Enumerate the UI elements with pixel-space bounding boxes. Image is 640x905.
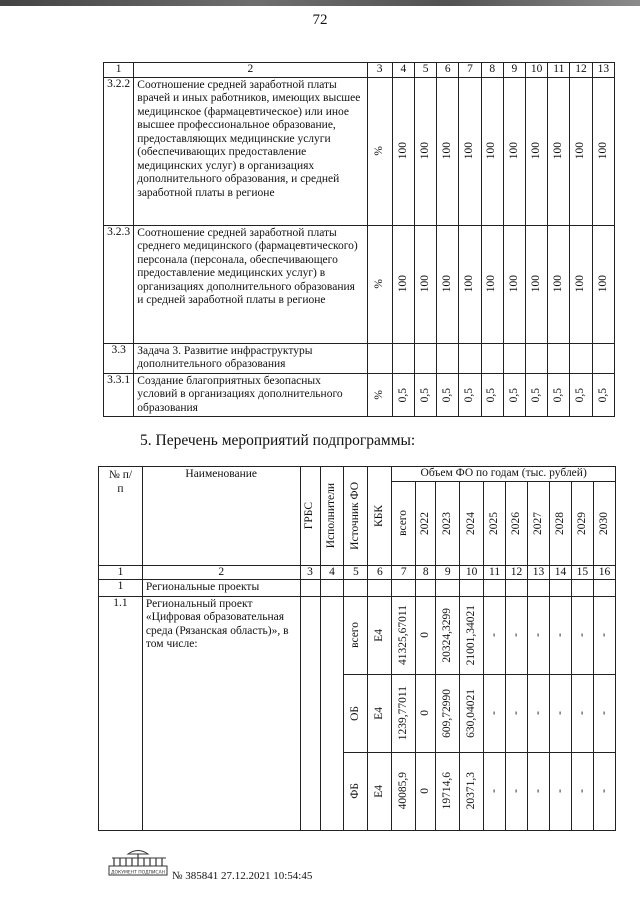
unit-cell: % <box>367 225 392 343</box>
row-text: Региональный проект «Цифровая образовательная среда (Рязанская область)», в том числе: <box>142 596 300 830</box>
value-cell <box>481 343 503 373</box>
header-grbs: ГРБС <box>300 467 320 566</box>
header-cell: 11 <box>548 63 570 78</box>
value-cell: 41325,67011 <box>392 596 416 674</box>
value-cell: - <box>549 596 571 674</box>
column-number: 13 <box>528 565 550 580</box>
row-num: 1 <box>99 580 143 597</box>
value-cell: - <box>549 674 571 752</box>
value-cell: 0,5 <box>392 373 414 417</box>
header-cell: 3 <box>367 63 392 78</box>
row-text: Создание благоприятных безопасных условий в организациях дополнительного образования <box>134 373 367 417</box>
value-cell: 0 <box>416 596 436 674</box>
value-cell: - <box>593 596 615 674</box>
value-cell: 100 <box>459 225 481 343</box>
column-number: 14 <box>549 565 571 580</box>
value-cell: - <box>528 596 550 674</box>
column-number: 8 <box>416 565 436 580</box>
header-cell: 10 <box>526 63 548 78</box>
executors-cell <box>320 596 344 830</box>
signature-stamp-icon <box>108 848 170 876</box>
source-cell: ОБ <box>344 674 368 752</box>
year-header: 2029 <box>571 481 593 565</box>
value-cell: - <box>506 596 528 674</box>
value-cell: 0,5 <box>437 373 459 417</box>
year-header: 2028 <box>549 481 571 565</box>
value-cell: 630,04021 <box>460 674 484 752</box>
page-number: 72 <box>312 12 328 28</box>
value-cell: - <box>484 596 506 674</box>
value-cell: 21001,34021 <box>460 596 484 674</box>
value-cell: 100 <box>503 225 525 343</box>
indicators-table <box>103 62 615 417</box>
value-cell: 100 <box>459 77 481 225</box>
value-cell: 100 <box>526 225 548 343</box>
column-number: 1 <box>99 565 143 580</box>
year-header: 2025 <box>484 481 506 565</box>
header-cell: 6 <box>437 63 459 78</box>
header-cell: 4 <box>392 63 414 78</box>
header-kbk: КБК <box>368 467 392 566</box>
value-cell: - <box>549 752 571 830</box>
value-cell: 100 <box>415 77 437 225</box>
column-number: 3 <box>300 565 320 580</box>
value-cell <box>526 343 548 373</box>
year-header: 2027 <box>528 481 550 565</box>
value-cell <box>415 343 437 373</box>
value-cell: - <box>506 674 528 752</box>
header-executors: Исполнители <box>320 467 344 566</box>
header-cell: 5 <box>415 63 437 78</box>
value-cell: - <box>484 674 506 752</box>
value-cell: - <box>571 596 593 674</box>
value-cell <box>437 343 459 373</box>
value-cell: 100 <box>503 77 525 225</box>
header-cell: 7 <box>459 63 481 78</box>
row-text: Соотношение средней заработной платы среднего медицинского (фармацевтического) персонала (персонала, обеспечивающего предоставление медицинских услуг) в организациях дополнительного образования и средней заработной платы в регионе <box>134 225 367 343</box>
value-cell: - <box>593 752 615 830</box>
row-num: 3.2.2 <box>104 77 134 225</box>
value-cell: 20324,3299 <box>436 596 460 674</box>
value-cell: 100 <box>570 77 592 225</box>
table-row <box>99 580 616 597</box>
value-cell: 0,5 <box>481 373 503 417</box>
table-row <box>104 225 615 343</box>
value-cell: - <box>506 752 528 830</box>
value-cell: 0,5 <box>592 373 614 417</box>
header-source: Источник ФО <box>344 467 368 566</box>
kbk-cell: Е4 <box>368 596 392 674</box>
table-row <box>104 77 615 225</box>
unit-cell <box>367 343 392 373</box>
row-num: 3.2.3 <box>104 225 134 343</box>
value-cell: 100 <box>392 225 414 343</box>
header-cell: 13 <box>592 63 614 78</box>
footer <box>108 848 348 888</box>
section-title: 5. Перечень мероприятий подпрограммы: <box>140 432 416 449</box>
value-cell: 0,5 <box>415 373 437 417</box>
value-cell: 100 <box>437 77 459 225</box>
header-num: № п/п <box>99 467 143 566</box>
year-header: 2022 <box>416 481 436 565</box>
year-header: 2030 <box>593 481 615 565</box>
unit-cell: % <box>367 373 392 417</box>
value-cell: 100 <box>526 77 548 225</box>
value-cell: 100 <box>592 225 614 343</box>
year-header: 2026 <box>506 481 528 565</box>
kbk-cell: Е4 <box>368 752 392 830</box>
value-cell: 0 <box>416 674 436 752</box>
column-number: 9 <box>436 565 460 580</box>
value-cell <box>459 343 481 373</box>
grbs-cell <box>300 596 320 830</box>
value-cell <box>548 343 570 373</box>
value-cell <box>592 343 614 373</box>
value-cell: 100 <box>392 77 414 225</box>
value-cell: 0 <box>416 752 436 830</box>
value-cell: 100 <box>592 77 614 225</box>
column-number: 6 <box>368 565 392 580</box>
kbk-cell: Е4 <box>368 674 392 752</box>
value-cell: 20371,3 <box>460 752 484 830</box>
value-cell <box>503 343 525 373</box>
scan-edge <box>0 0 640 6</box>
row-text: Соотношение средней заработной платы врачей и иных работников, имеющих высшее медицинское (фармацевтическое) или иное высшее профессиональное образование, предоставляющих медицинские услуги (обеспечивающих предоставление медицинских услуг) в организациях дополнительного образования, и средней заработной платы в регионе <box>134 77 367 225</box>
value-cell: 0,5 <box>526 373 548 417</box>
value-cell: - <box>571 752 593 830</box>
header-cell: 1 <box>104 63 134 78</box>
row-text: Задача 3. Развитие инфраструктуры дополнительного образования <box>134 343 367 373</box>
header-cell: 9 <box>503 63 525 78</box>
value-cell: 100 <box>481 225 503 343</box>
value-cell <box>392 343 414 373</box>
column-number-row <box>99 565 616 580</box>
table-row <box>99 596 616 674</box>
value-cell: 100 <box>548 225 570 343</box>
document-number: № 385841 27.12.2021 10:54:45 <box>172 870 313 882</box>
activities-table <box>98 466 616 831</box>
column-number: 7 <box>392 565 416 580</box>
row-num: 3.3.1 <box>104 373 134 417</box>
header-volume: Объем ФО по годам (тыс. рублей) <box>392 467 616 482</box>
column-number: 12 <box>506 565 528 580</box>
header-name: Наименование <box>142 467 300 566</box>
svg-text:ДОКУМЕНТ ПОДПИСАН: ДОКУМЕНТ ПОДПИСАН <box>110 870 166 876</box>
column-number: 5 <box>344 565 368 580</box>
value-cell: - <box>528 752 550 830</box>
year-header: всего <box>392 481 416 565</box>
column-number: 10 <box>460 565 484 580</box>
value-cell: 0,5 <box>503 373 525 417</box>
column-number: 2 <box>142 565 300 580</box>
value-cell: 100 <box>570 225 592 343</box>
column-number: 11 <box>484 565 506 580</box>
source-cell: ФБ <box>344 752 368 830</box>
column-number: 15 <box>571 565 593 580</box>
value-cell: 0,5 <box>459 373 481 417</box>
value-cell: - <box>571 674 593 752</box>
header-cell: 8 <box>481 63 503 78</box>
row-num: 3.3 <box>104 343 134 373</box>
table-header-row <box>104 63 615 78</box>
column-number: 4 <box>320 565 344 580</box>
value-cell: 40085,9 <box>392 752 416 830</box>
column-number: 16 <box>593 565 615 580</box>
value-cell: 0,5 <box>570 373 592 417</box>
header-cell: 2 <box>134 63 367 78</box>
unit-cell: % <box>367 77 392 225</box>
year-header: 2023 <box>436 481 460 565</box>
value-cell: 0,5 <box>548 373 570 417</box>
table-header-row <box>99 467 616 482</box>
table-row <box>104 373 615 417</box>
value-cell: - <box>484 752 506 830</box>
value-cell: 100 <box>415 225 437 343</box>
value-cell <box>570 343 592 373</box>
value-cell: 1239,77011 <box>392 674 416 752</box>
year-header: 2024 <box>460 481 484 565</box>
value-cell: 609,72990 <box>436 674 460 752</box>
value-cell: - <box>528 674 550 752</box>
value-cell: 100 <box>548 77 570 225</box>
table-row <box>104 343 615 373</box>
header-cell: 12 <box>570 63 592 78</box>
value-cell: 100 <box>481 77 503 225</box>
value-cell: 19714,6 <box>436 752 460 830</box>
source-cell: всего <box>344 596 368 674</box>
row-num: 1.1 <box>99 596 143 830</box>
value-cell: - <box>593 674 615 752</box>
value-cell: 100 <box>437 225 459 343</box>
row-text: Региональные проекты <box>142 580 300 597</box>
